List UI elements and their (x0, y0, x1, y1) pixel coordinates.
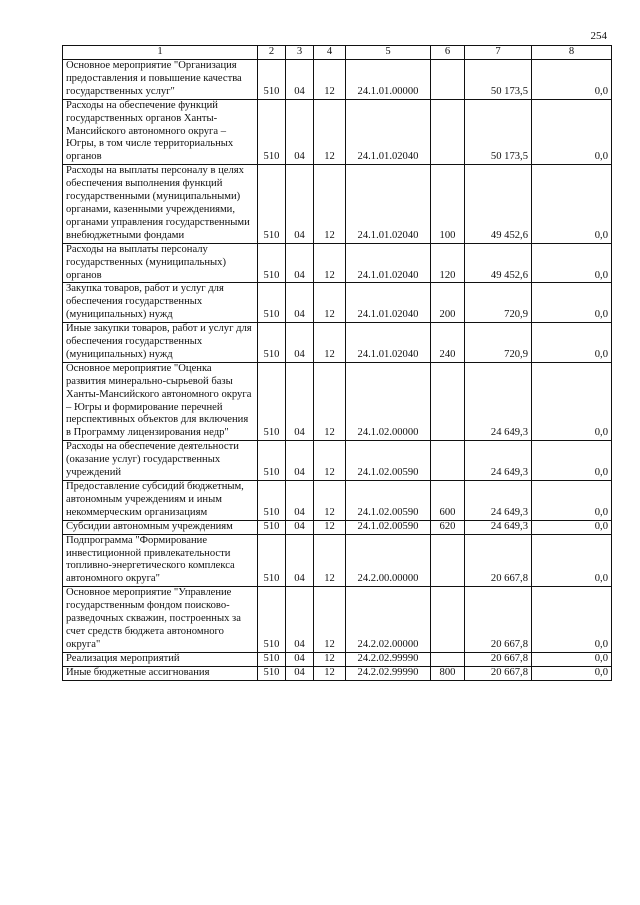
row-name: Закупка товаров, работ и услуг для обеспечения государственных (муниципальных) нужд (63, 283, 258, 323)
cell-col3: 04 (286, 362, 314, 440)
table-row (63, 652, 612, 666)
cell-col6 (431, 362, 465, 440)
row-name: Основное мероприятие "Организация предоставления и повышение качества государственных услуг" (63, 60, 258, 100)
cell-col3: 04 (286, 283, 314, 323)
cell-col4: 12 (314, 666, 346, 680)
cell-col6 (431, 441, 465, 481)
cell-col4: 12 (314, 652, 346, 666)
cell-col6: 800 (431, 666, 465, 680)
cell-col8: 0,0 (532, 243, 612, 283)
cell-col4: 12 (314, 283, 346, 323)
cell-col2: 510 (258, 520, 286, 534)
row-name: Основное мероприятие "Оценка развития минерально-сырьевой базы Ханты-Мансийского автономного округа – Югры и формирование перечней перспективных объектов для включения в Программу лицензирования недр" (63, 362, 258, 440)
cell-col2: 510 (258, 323, 286, 363)
cell-col4: 12 (314, 362, 346, 440)
cell-col2: 510 (258, 99, 286, 165)
cell-col2: 510 (258, 441, 286, 481)
cell-col5: 24.1.01.02040 (346, 99, 431, 165)
cell-col5: 24.1.01.02040 (346, 165, 431, 243)
row-name: Расходы на выплаты персоналу в целях обеспечения выполнения функций государственными (муниципальными) органами, казенными учреждениями, органами управления государственными внебюджетными фондами (63, 165, 258, 243)
cell-col8: 0,0 (532, 323, 612, 363)
cell-col2: 510 (258, 243, 286, 283)
cell-col8: 0,0 (532, 520, 612, 534)
cell-col6: 620 (431, 520, 465, 534)
table-row (63, 666, 612, 680)
table-row (63, 587, 612, 653)
cell-col7: 50 173,5 (465, 99, 532, 165)
cell-col3: 04 (286, 481, 314, 521)
cell-col8: 0,0 (532, 283, 612, 323)
cell-col3: 04 (286, 534, 314, 587)
cell-col5: 24.1.02.00590 (346, 520, 431, 534)
row-name: Иные закупки товаров, работ и услуг для обеспечения государственных (муниципальных) нужд (63, 323, 258, 363)
table-row (63, 362, 612, 440)
table-row (63, 323, 612, 363)
cell-col6 (431, 587, 465, 653)
cell-col3: 04 (286, 165, 314, 243)
budget-table (62, 45, 612, 681)
cell-col5: 24.2.02.00000 (346, 587, 431, 653)
cell-col7: 20 667,8 (465, 666, 532, 680)
row-name: Иные бюджетные ассигнования (63, 666, 258, 680)
table-row (63, 481, 612, 521)
column-header: 6 (431, 46, 465, 60)
column-header: 3 (286, 46, 314, 60)
cell-col5: 24.1.01.02040 (346, 323, 431, 363)
cell-col4: 12 (314, 481, 346, 521)
table-row (63, 534, 612, 587)
cell-col8: 0,0 (532, 99, 612, 165)
cell-col7: 24 649,3 (465, 520, 532, 534)
cell-col5: 24.1.02.00590 (346, 441, 431, 481)
column-header: 5 (346, 46, 431, 60)
cell-col6 (431, 534, 465, 587)
cell-col2: 510 (258, 362, 286, 440)
cell-col3: 04 (286, 652, 314, 666)
cell-col5: 24.1.01.02040 (346, 243, 431, 283)
cell-col5: 24.1.02.00590 (346, 481, 431, 521)
cell-col5: 24.2.02.99990 (346, 666, 431, 680)
cell-col8: 0,0 (532, 587, 612, 653)
cell-col3: 04 (286, 666, 314, 680)
cell-col7: 24 649,3 (465, 441, 532, 481)
cell-col7: 50 173,5 (465, 60, 532, 100)
cell-col6: 200 (431, 283, 465, 323)
cell-col3: 04 (286, 243, 314, 283)
cell-col8: 0,0 (532, 60, 612, 100)
column-header: 2 (258, 46, 286, 60)
column-header: 1 (63, 46, 258, 60)
cell-col3: 04 (286, 60, 314, 100)
cell-col5: 24.1.02.00000 (346, 362, 431, 440)
row-name: Расходы на обеспечение функций государственных органов Ханты-Мансийского автономного округа – Югры, в том числе территориальных органов (63, 99, 258, 165)
row-name: Субсидии автономным учреждениям (63, 520, 258, 534)
column-header: 7 (465, 46, 532, 60)
cell-col3: 04 (286, 323, 314, 363)
row-name: Подпрограмма "Формирование инвестиционной привлекательности топливно-энергетического комплекса автономного округа" (63, 534, 258, 587)
table-row (63, 165, 612, 243)
cell-col6 (431, 99, 465, 165)
cell-col8: 0,0 (532, 481, 612, 521)
cell-col4: 12 (314, 520, 346, 534)
row-name: Расходы на обеспечение деятельности (оказание услуг) государственных учреждений (63, 441, 258, 481)
cell-col7: 49 452,6 (465, 165, 532, 243)
cell-col4: 12 (314, 165, 346, 243)
cell-col7: 24 649,3 (465, 362, 532, 440)
cell-col5: 24.1.01.00000 (346, 60, 431, 100)
column-header: 8 (532, 46, 612, 60)
cell-col7: 20 667,8 (465, 534, 532, 587)
row-name: Реализация мероприятий (63, 652, 258, 666)
cell-col8: 0,0 (532, 165, 612, 243)
cell-col3: 04 (286, 520, 314, 534)
table-row (63, 243, 612, 283)
cell-col4: 12 (314, 99, 346, 165)
cell-col7: 24 649,3 (465, 481, 532, 521)
cell-col2: 510 (258, 666, 286, 680)
cell-col4: 12 (314, 60, 346, 100)
cell-col2: 510 (258, 587, 286, 653)
cell-col4: 12 (314, 323, 346, 363)
cell-col6: 120 (431, 243, 465, 283)
row-name: Предоставление субсидий бюджетным, автономным учреждениям и иным некоммерческим организациям (63, 481, 258, 521)
cell-col2: 510 (258, 652, 286, 666)
table-row (63, 283, 612, 323)
cell-col8: 0,0 (532, 441, 612, 481)
cell-col5: 24.2.00.00000 (346, 534, 431, 587)
cell-col3: 04 (286, 99, 314, 165)
cell-col8: 0,0 (532, 666, 612, 680)
cell-col2: 510 (258, 481, 286, 521)
page-number: 254 (590, 30, 607, 42)
cell-col8: 0,0 (532, 362, 612, 440)
cell-col4: 12 (314, 441, 346, 481)
cell-col4: 12 (314, 534, 346, 587)
cell-col4: 12 (314, 587, 346, 653)
cell-col2: 510 (258, 60, 286, 100)
table-row (63, 441, 612, 481)
cell-col6: 240 (431, 323, 465, 363)
cell-col5: 24.2.02.99990 (346, 652, 431, 666)
cell-col6 (431, 60, 465, 100)
cell-col7: 720,9 (465, 283, 532, 323)
cell-col4: 12 (314, 243, 346, 283)
cell-col5: 24.1.01.02040 (346, 283, 431, 323)
cell-col7: 20 667,8 (465, 652, 532, 666)
column-header: 4 (314, 46, 346, 60)
cell-col2: 510 (258, 283, 286, 323)
cell-col8: 0,0 (532, 652, 612, 666)
cell-col8: 0,0 (532, 534, 612, 587)
table-row (63, 60, 612, 100)
table-header-row (63, 46, 612, 60)
cell-col7: 20 667,8 (465, 587, 532, 653)
row-name: Основное мероприятие "Управление государственным фондом поисково-разведочных скважин, построенных за счет средств бюджета автономного округа" (63, 587, 258, 653)
cell-col6 (431, 652, 465, 666)
cell-col3: 04 (286, 587, 314, 653)
table-row (63, 520, 612, 534)
row-name: Расходы на выплаты персоналу государственных (муниципальных) органов (63, 243, 258, 283)
cell-col3: 04 (286, 441, 314, 481)
cell-col2: 510 (258, 534, 286, 587)
cell-col7: 720,9 (465, 323, 532, 363)
cell-col7: 49 452,6 (465, 243, 532, 283)
cell-col6: 100 (431, 165, 465, 243)
cell-col2: 510 (258, 165, 286, 243)
table-row (63, 99, 612, 165)
cell-col6: 600 (431, 481, 465, 521)
